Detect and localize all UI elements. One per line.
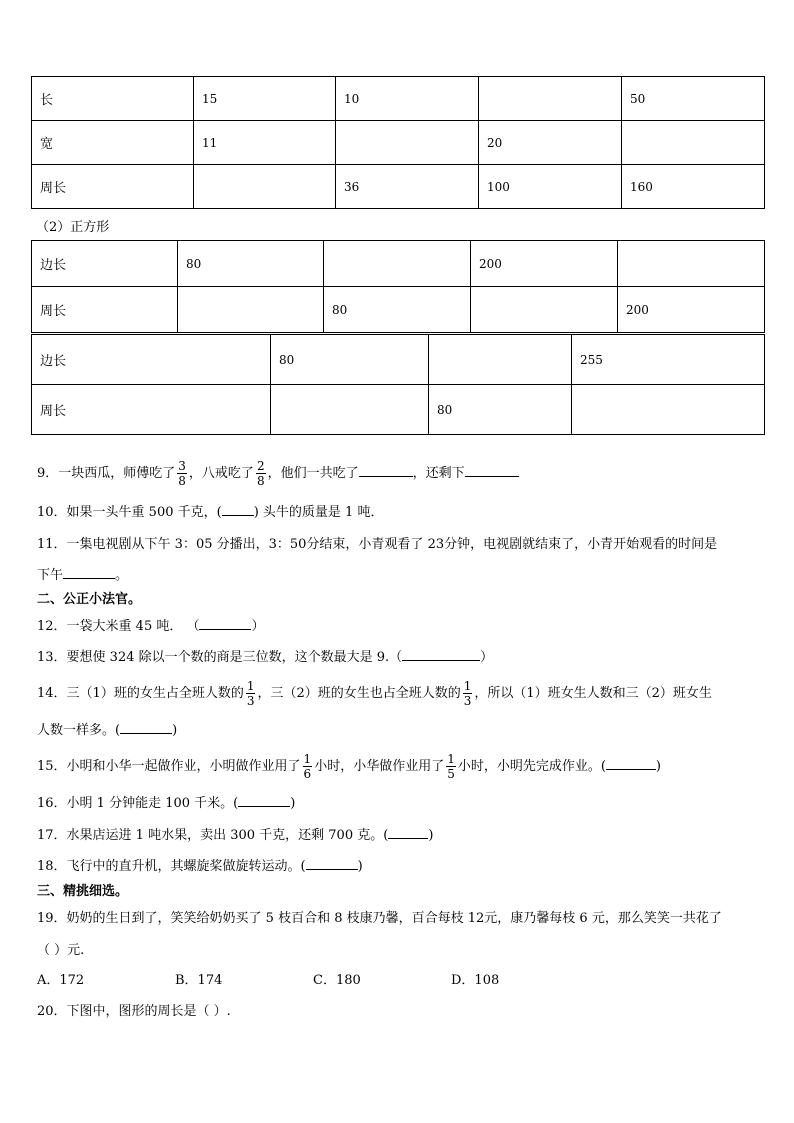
table-row — [32, 121, 765, 165]
table-row — [32, 77, 765, 121]
fraction-3-8: $\frac{3}{8}$ — [178, 459, 186, 488]
question-13: 13．要想使 324 除以一个数的商是三位数，这个数最大是 9.（ ） — [37, 650, 494, 665]
table-cell: 160 — [622, 165, 765, 209]
fraction-1-6: $\frac{1}{6}$ — [303, 752, 312, 781]
square-table-1 — [31, 240, 765, 333]
table-cell: 10 — [336, 77, 479, 121]
table-cell[interactable] — [324, 241, 471, 287]
table-cell: 50 — [622, 77, 765, 121]
question-18: 18．飞行中的直升机，其螺旋桨做旋转运动。( ) — [37, 859, 363, 874]
question-20: 20．下图中，图形的周长是（ ）. — [37, 1004, 231, 1019]
option-b[interactable]: B．174 — [175, 973, 223, 988]
question-19-line-1: 19．奶奶的生日到了，笑笑给奶奶买了 5 枝百合和 8 枝康乃馨，百合每枝 12元，康乃馨每枝 6 元，那么笑笑一共花了 — [37, 911, 722, 926]
table-cell[interactable] — [618, 241, 765, 287]
answer-blank[interactable] — [359, 464, 413, 477]
row-header: 边长 — [32, 335, 271, 385]
answer-blank[interactable] — [238, 794, 290, 807]
question-10: 10．如果一头牛重 500 千克，( ) 头牛的质量是 1 吨． — [37, 505, 384, 520]
fraction-1-3: $\frac{1}{3}$ — [246, 679, 255, 708]
table-cell[interactable] — [194, 165, 336, 209]
table-row — [32, 335, 765, 385]
row-header: 宽 — [32, 121, 194, 165]
table-cell: 200 — [471, 241, 618, 287]
answer-blank[interactable] — [199, 617, 251, 630]
fraction-1-3: $\frac{1}{3}$ — [463, 679, 472, 708]
question-14-line-2: 人数一样多。( ) — [37, 723, 178, 738]
table-cell[interactable] — [572, 385, 765, 435]
table-row — [32, 241, 765, 287]
table-cell[interactable] — [429, 335, 572, 385]
answer-blank[interactable] — [120, 721, 172, 734]
table-cell[interactable] — [271, 385, 429, 435]
question-19-line-2: （ ）元. — [37, 943, 85, 958]
table-cell[interactable] — [471, 287, 618, 333]
table-cell: 100 — [479, 165, 622, 209]
fraction-2-8: $\frac{2}{8}$ — [256, 459, 265, 488]
square-table-2 — [31, 334, 765, 435]
question-12: 12．一袋大米重 45 吨． （ ） — [37, 619, 265, 634]
answer-blank[interactable] — [63, 566, 115, 579]
table-row — [32, 385, 765, 435]
rectangle-table — [31, 76, 765, 209]
option-c[interactable]: C．180 — [313, 973, 361, 988]
table-cell: 15 — [194, 77, 336, 121]
table-cell: 80 — [178, 241, 324, 287]
question-16: 16．小明 1 分钟能走 100 千米。( ) — [37, 796, 296, 811]
table-cell: 11 — [194, 121, 336, 165]
answer-blank[interactable] — [465, 464, 519, 477]
answer-blank[interactable] — [606, 757, 656, 770]
table-row — [32, 165, 765, 209]
option-d[interactable]: D．108 — [451, 973, 500, 988]
question-11-line-1: 11．一集电视剧从下午 3：05 分播出，3：50分结束，小青观看了 23分钟，电视剧就结束了，小青开始观看的时间是 — [37, 537, 718, 552]
question-14-line-1: 14．三（1）班的女生占全班人数的 $\frac{1}{3}$ ，三（2）班的女生也占全班人数的 $\frac{1}{3}$ ，所以（1）班女生人数和三（2）班女生 — [37, 679, 712, 708]
row-header: 长 — [32, 77, 194, 121]
row-header: 周长 — [32, 287, 178, 333]
table-cell[interactable] — [336, 121, 479, 165]
question-9: 9．一块西瓜，师傅吃了 $\frac{3}{8}$ ，八戒吃了 $\frac{2}{8}$ ，他们一共吃了 ，还剩下 — [37, 460, 519, 487]
table-cell[interactable] — [178, 287, 324, 333]
square-caption: （2）正方形 — [36, 220, 110, 235]
table-cell: 255 — [572, 335, 765, 385]
answer-blank[interactable] — [306, 857, 358, 870]
question-11-line-2: 下午 。 — [37, 568, 129, 583]
table-row — [32, 287, 765, 333]
question-19-options — [37, 971, 589, 991]
table-cell: 80 — [271, 335, 429, 385]
table-cell: 36 — [336, 165, 479, 209]
table-cell: 20 — [479, 121, 622, 165]
option-a[interactable]: A．172 — [37, 973, 85, 988]
section-3-heading: 三、精挑细选。 — [37, 884, 129, 899]
table-cell: 80 — [324, 287, 471, 333]
table-cell: 80 — [429, 385, 572, 435]
table-cell[interactable] — [479, 77, 622, 121]
answer-blank[interactable] — [388, 826, 428, 839]
section-2-heading: 二、公正小法官。 — [37, 592, 142, 607]
question-17: 17．水果店运进 1 吨水果，卖出 300 千克，还剩 700 克。( ) — [37, 828, 434, 843]
row-header: 周长 — [32, 385, 271, 435]
question-15: 15．小明和小华一起做作业，小明做作业用了 $\frac{1}{6}$ 小时，小华做作业用了 $\frac{1}{5}$ 小时，小明先完成作业。( ) — [37, 752, 661, 781]
answer-blank[interactable] — [402, 648, 480, 661]
fraction-1-5: $\frac{1}{5}$ — [447, 752, 455, 781]
table-cell[interactable] — [622, 121, 765, 165]
row-header: 边长 — [32, 241, 178, 287]
table-cell: 200 — [618, 287, 765, 333]
row-header: 周长 — [32, 165, 194, 209]
answer-blank[interactable] — [222, 503, 254, 516]
